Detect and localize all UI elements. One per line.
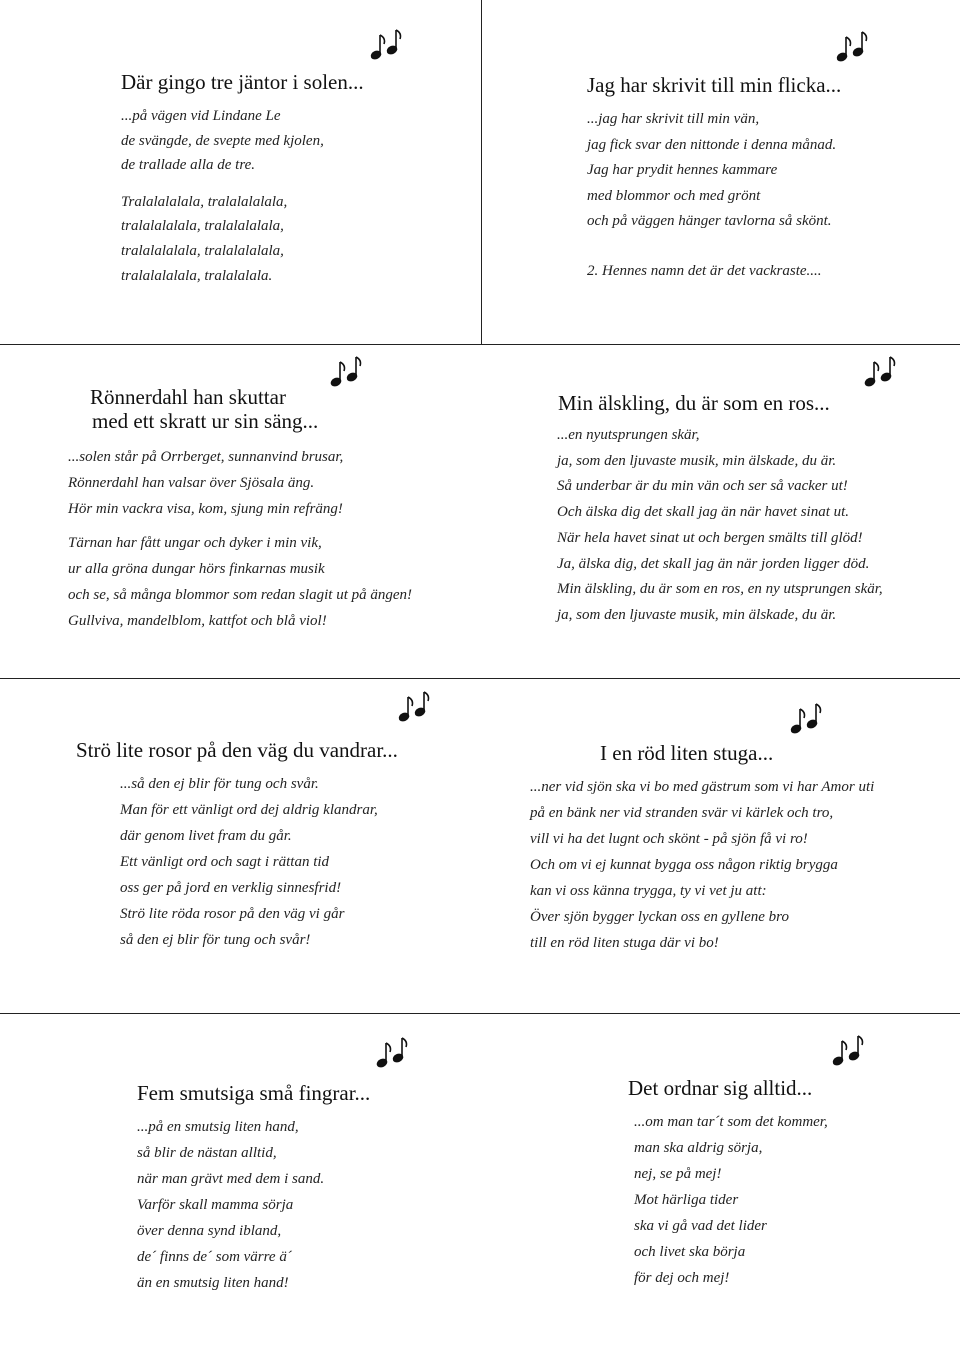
music-note-icon — [368, 28, 408, 62]
song-lyrics — [634, 1109, 828, 1291]
lyric-line: tralalalalala, tralalalalala, — [121, 218, 284, 235]
lyric-line: Ett vänligt ord och sagt i rättan tid — [120, 854, 330, 870]
lyric-line: ska vi gå vad det lider — [634, 1218, 767, 1234]
lyric-line: och se, så många blommor som redan slagit ut på ängen! — [68, 587, 413, 603]
song-lyrics — [137, 1114, 324, 1296]
lyric-line: ...på en smutsig liten hand, — [137, 1119, 299, 1135]
lyric-line: tralalalalala, tralalalala. — [121, 267, 273, 284]
lyric-line: ...solen står på Orrberget, sunnanvind brusar, — [68, 449, 344, 465]
lyric-line: Och om vi ej kunnat bygga oss någon riktig brygga — [530, 857, 838, 873]
song-title-line: Rönnerdahl han skuttar — [90, 385, 286, 409]
song-title: Jag har skrivit till min flicka... — [587, 73, 842, 97]
song-title — [90, 385, 318, 433]
song-lyrics — [68, 444, 412, 634]
music-note-icon — [374, 1036, 414, 1070]
lyric-line: Över sjön bygger lyckan oss en gyllene bro — [530, 909, 789, 925]
lyric-line: för dej och mej! — [634, 1270, 730, 1286]
lyric-line: när man grävt med dem i sand. — [137, 1171, 325, 1187]
song-title: Fem smutsiga små fingrar... — [137, 1081, 371, 1105]
lyric-line: nej, se på mej! — [634, 1166, 722, 1182]
music-note-icon — [830, 1034, 870, 1068]
song-lyrics — [557, 423, 883, 629]
lyric-line: Jag har prydit hennes kammare — [587, 162, 778, 178]
lyric-line: de´ finns de´ som värre ä´ — [137, 1249, 292, 1265]
lyric-line: jag fick svar den nittonde i denna månad. — [587, 136, 837, 153]
lyric-line: på en bänk ner vid stranden svär vi kärlek och tro, — [530, 805, 834, 821]
song-title-line: med ett skratt ur sin säng... — [92, 409, 319, 433]
lyric-line: tralalalalala, tralalalalala, — [121, 242, 284, 259]
lyric-line: Man för ett vänligt ord dej aldrig klandrar, — [120, 802, 378, 818]
lyric-line: ja, som den ljuvaste musik, min älskade, du är. — [557, 606, 837, 623]
lyric-line: När hela havet sinat ut och bergen smälts till glöd! — [557, 529, 863, 546]
lyric-line: oss ger på jord en verklig sinnesfrid! — [120, 880, 342, 896]
lyric-line: de trallade alla de tre. — [121, 157, 256, 174]
lyric-line: Gullviva, mandelblom, kattfot och blå viol! — [68, 613, 327, 629]
lyric-line: ...en nyutsprungen skär, — [557, 427, 700, 443]
horizontal-cut-line-2 — [0, 678, 960, 679]
lyric-line: ...ner vid sjön ska vi bo med gästrum som vi har Amor uti — [530, 779, 875, 795]
lyric-line: Hör min vackra visa, kom, sjung min refräng! — [68, 501, 343, 517]
lyric-line: med blommor och med grönt — [587, 187, 761, 204]
song-title: Strö lite rosor på den väg du vandrar... — [76, 738, 398, 762]
lyric-line: Rönnerdahl han valsar över Sjösala äng. — [68, 475, 315, 491]
lyric-line: Mot härliga tider — [634, 1192, 739, 1208]
lyric-line: Så underbar är du min vän och ser så vacker ut! — [557, 478, 848, 495]
lyric-line: 2. Hennes namn det är det vackraste.... — [587, 262, 822, 279]
song-lyrics — [121, 104, 324, 288]
song-title: Där gingo tre jäntor i solen... — [121, 70, 364, 94]
lyric-line: kan vi oss känna trygga, ty vi vet ju att: — [530, 883, 767, 899]
lyric-line: de svängde, de svepte med kjolen, — [121, 132, 324, 149]
music-note-icon — [396, 690, 436, 724]
lyric-line: ur alla gröna dungar hörs finkarnas musik — [68, 561, 325, 577]
song-lyrics — [530, 774, 874, 956]
lyric-line: Och älska dig det skall jag än när havet sinat ut. — [557, 504, 850, 521]
lyric-line: ...jag har skrivit till min vän, — [587, 111, 760, 127]
lyric-line: ...om man tar´t som det kommer, — [634, 1114, 828, 1130]
lyric-line: så blir de nästan alltid, — [137, 1145, 277, 1161]
music-note-icon — [834, 30, 874, 64]
lyric-line: och på väggen hänger tavlorna så skönt. — [587, 213, 832, 229]
vertical-cut-line — [481, 0, 482, 344]
song-title: I en röd liten stuga... — [600, 741, 774, 765]
lyric-line: Tärnan har fått ungar och dyker i min vik, — [68, 535, 322, 551]
lyric-line: Varför skall mamma sörja — [137, 1197, 294, 1213]
lyric-line: ...på vägen vid Lindane Le — [121, 108, 281, 124]
horizontal-cut-line-3 — [0, 1013, 960, 1014]
music-note-icon — [862, 355, 902, 389]
lyric-line: Min älskling, du är som en ros, en ny utsprungen skär, — [557, 581, 883, 598]
lyric-line: Tralalalalala, tralalalalala, — [121, 193, 288, 210]
song-lyrics — [587, 107, 836, 284]
lyric-line: så den ej blir för tung och svår! — [120, 932, 311, 948]
lyric-line: Ja, älska dig, det skall jag än när jorden ligger död. — [557, 555, 870, 572]
lyric-line: ...så den ej blir för tung och svår. — [120, 776, 319, 792]
lyric-line: och livet ska börja — [634, 1244, 746, 1260]
song-title: Min älskling, du är som en ros... — [558, 391, 830, 415]
lyric-line: vill vi ha det lugnt och skönt - på sjön få vi ro! — [530, 831, 808, 847]
lyric-line: ja, som den ljuvaste musik, min älskade, du är. — [557, 452, 837, 469]
music-note-icon — [788, 702, 828, 736]
lyric-line: till en röd liten stuga där vi bo! — [530, 935, 719, 951]
song-lyrics — [120, 771, 378, 953]
lyric-line: där genom livet fram du går. — [120, 828, 292, 844]
song-title: Det ordnar sig alltid... — [628, 1076, 813, 1100]
lyric-line: Strö lite röda rosor på den väg vi går — [120, 906, 345, 922]
horizontal-cut-line-1 — [0, 344, 960, 345]
music-note-icon — [328, 355, 368, 389]
lyric-line: över denna synd ibland, — [137, 1223, 282, 1239]
lyric-line: än en smutsig liten hand! — [137, 1275, 289, 1291]
lyric-line: man ska aldrig sörja, — [634, 1140, 763, 1156]
